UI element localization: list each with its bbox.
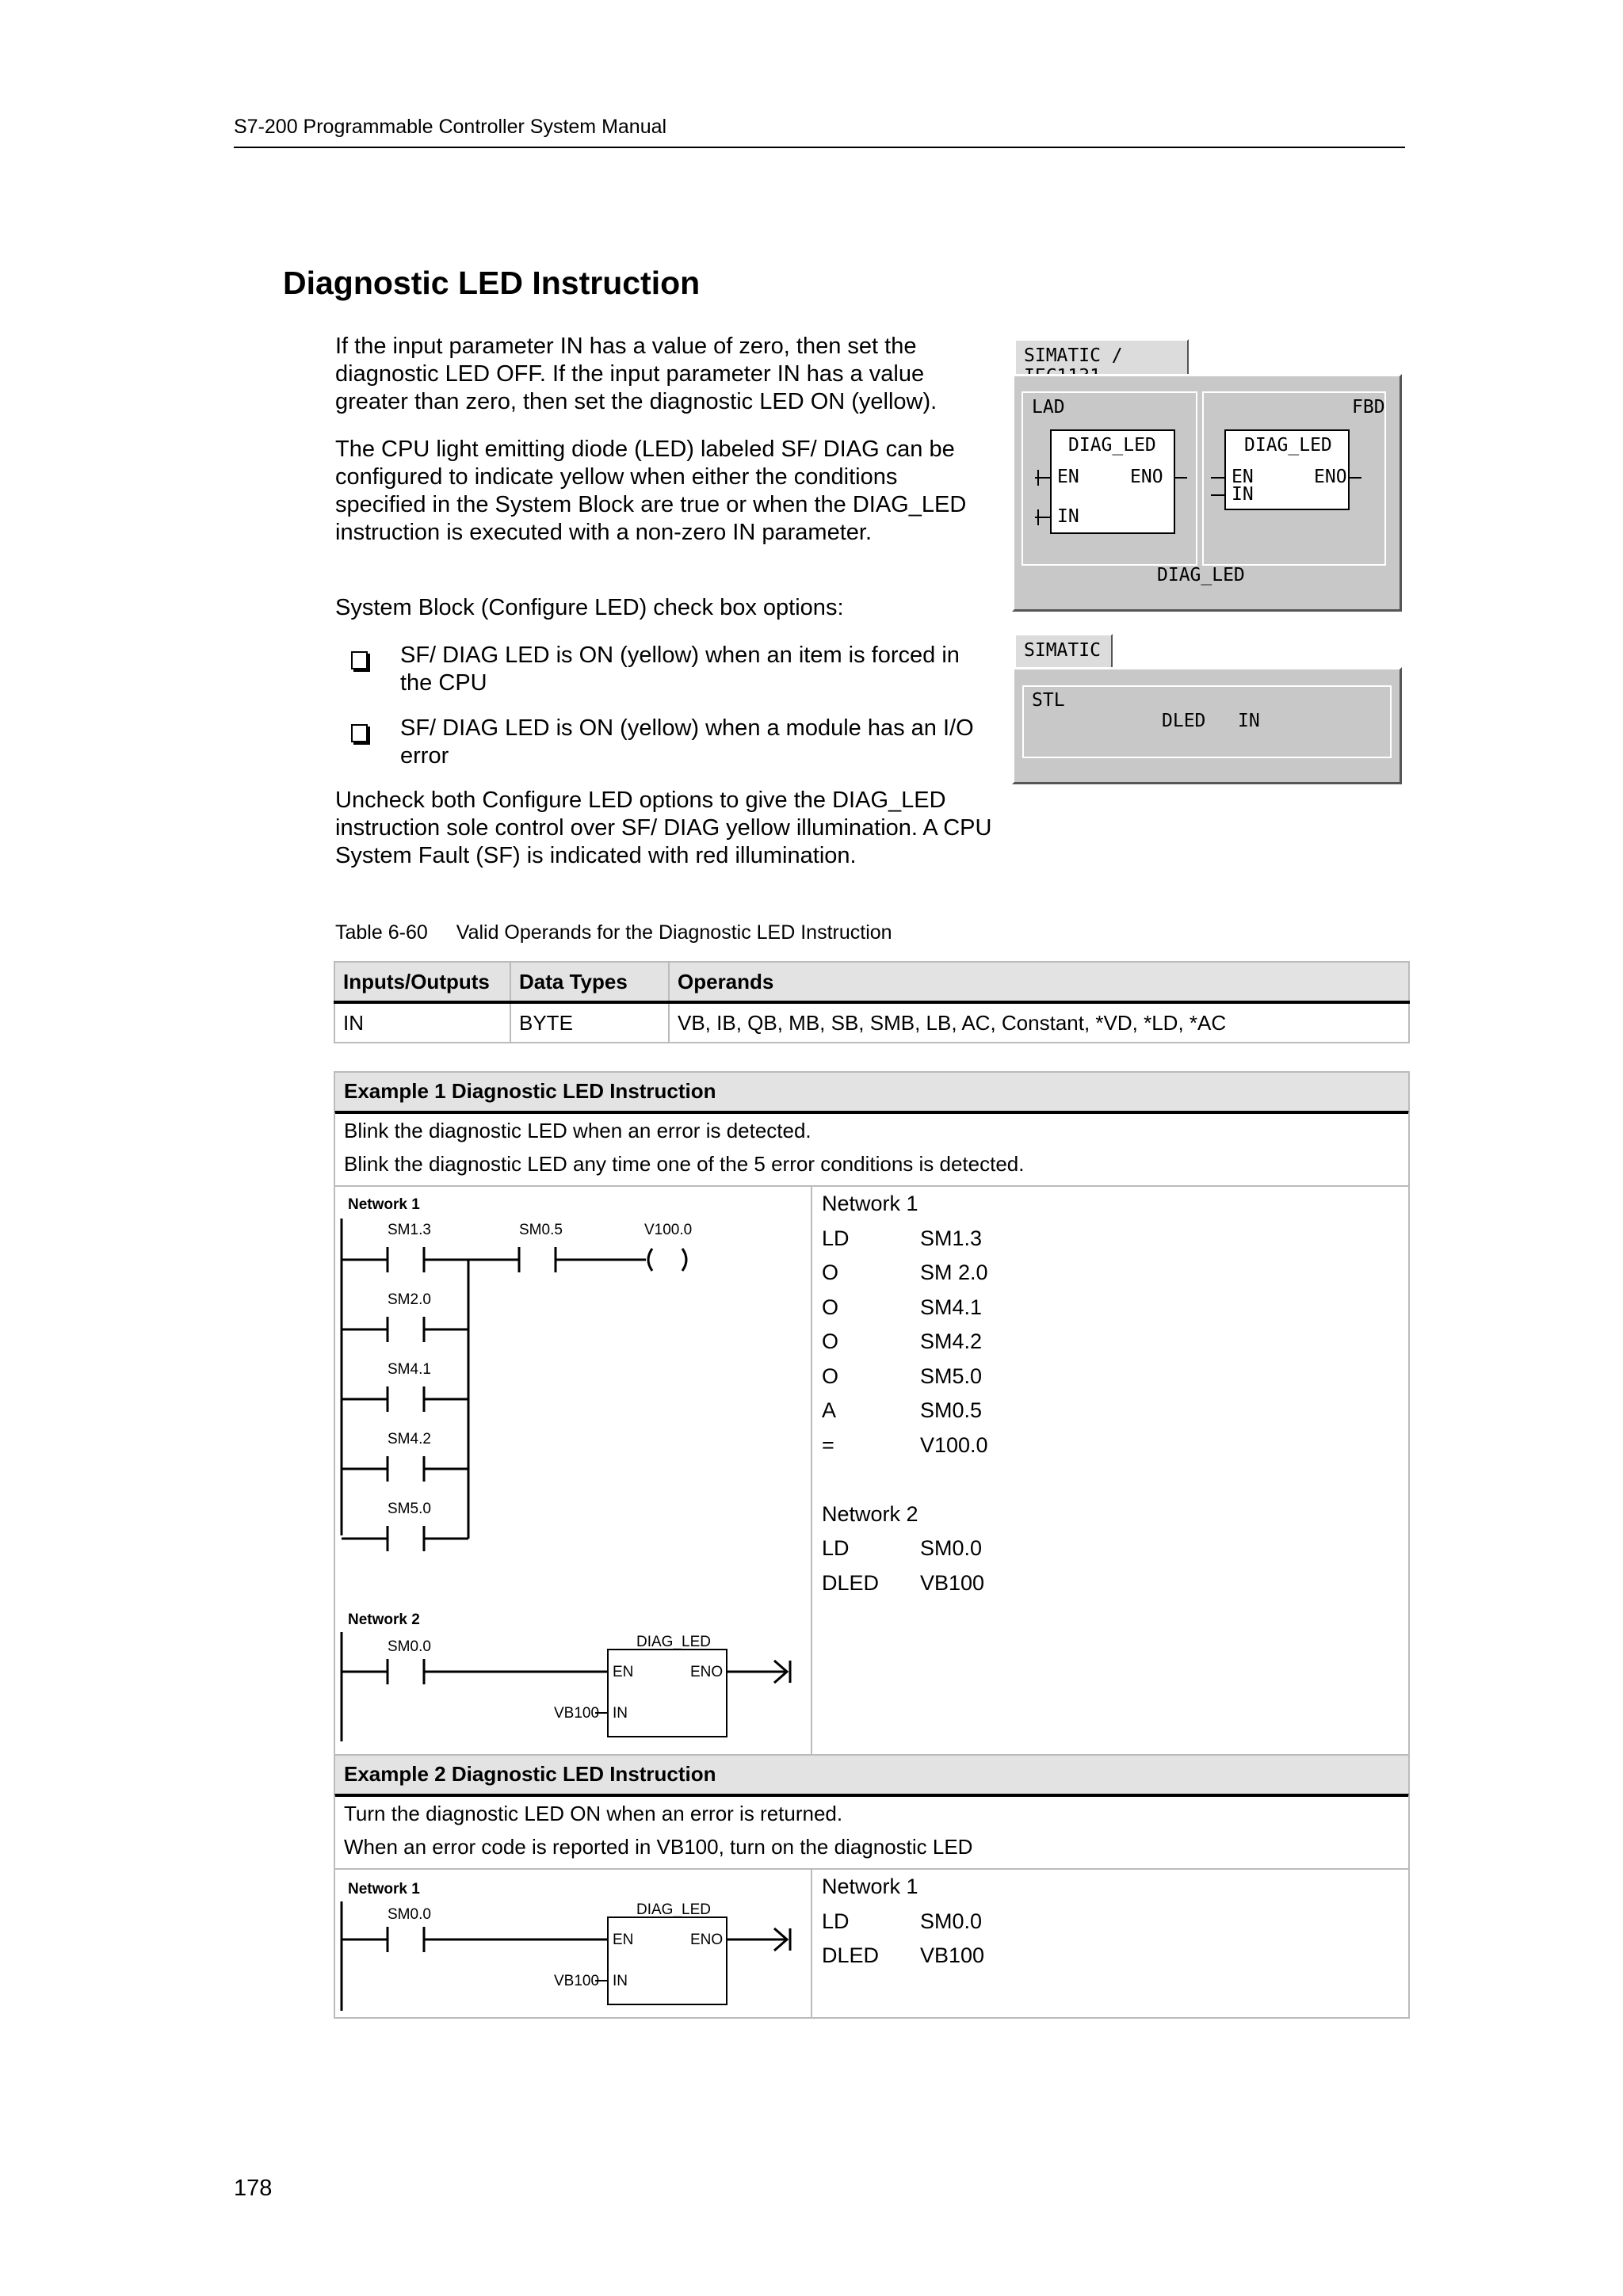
bullet-item bbox=[335, 642, 985, 699]
fbd-box-title: DIAG_LED bbox=[1244, 435, 1332, 456]
stl-instruction: DLED bbox=[1162, 711, 1206, 731]
stl-network-label: Network 1 bbox=[822, 1192, 918, 1215]
stl-op: A bbox=[822, 1398, 837, 1422]
fbd-in: IN bbox=[1232, 484, 1254, 505]
stl-op: DLED bbox=[822, 1570, 880, 1595]
table-header-row bbox=[334, 962, 1409, 1002]
stl-line bbox=[822, 1291, 1392, 1325]
box-eno: ENO bbox=[690, 1932, 724, 1948]
caption-text: Valid Operands for the Diagnostic LED Instruction bbox=[456, 921, 892, 944]
coil-label: V100.0 bbox=[644, 1222, 693, 1238]
example1-title: Example 1 Diagnostic LED Instruction bbox=[334, 1071, 1410, 1114]
table-caption bbox=[335, 921, 892, 944]
stl-operand: SM4.2 bbox=[920, 1329, 983, 1353]
contact-label: SM2.0 bbox=[388, 1291, 431, 1308]
stl-op: = bbox=[822, 1432, 834, 1457]
stl-operand: VB100 bbox=[920, 1570, 985, 1595]
example1-desc-line: Blink the diagnostic LED when an error is detected. bbox=[344, 1119, 812, 1142]
stl-operand: SM4.1 bbox=[920, 1295, 983, 1319]
contact-label: SM0.0 bbox=[388, 1906, 431, 1923]
box-title: DIAG_LED bbox=[636, 1901, 711, 1918]
ladder-network1-label: Network 1 bbox=[348, 1881, 420, 1897]
contact-label: SM4.2 bbox=[388, 1431, 431, 1447]
example2-ladder bbox=[335, 1870, 809, 2017]
stl-op: O bbox=[822, 1363, 839, 1388]
intro-paragraph: If the input parameter IN has a value of zero, then set the diagnostic LED OFF. If the input parameter IN has a value greater than zero, then set the diagnostic LED ON (yellow). bbox=[335, 334, 938, 414]
box-title: DIAG_LED bbox=[636, 1634, 711, 1650]
running-header: S7-200 Programmable Controller System Manual bbox=[234, 116, 667, 138]
stl-operand: SM0.5 bbox=[920, 1398, 983, 1422]
column-header: Operands bbox=[669, 962, 1409, 1002]
lad-en: EN bbox=[1057, 467, 1079, 487]
stl-line bbox=[822, 1428, 1392, 1463]
lad-in: IN bbox=[1057, 506, 1079, 527]
stl-op: LD bbox=[822, 1226, 850, 1250]
example1-desc-line: Blink the diagnostic LED any time one of the 5 error conditions is detected. bbox=[344, 1152, 1025, 1176]
contact-label: SM0.5 bbox=[519, 1222, 563, 1238]
column-header: Inputs/Outputs bbox=[334, 962, 510, 1002]
stl-operand: SM0.0 bbox=[920, 1909, 983, 1933]
header-rule bbox=[234, 147, 1405, 148]
box-en: EN bbox=[613, 1664, 634, 1680]
example1-description bbox=[334, 1112, 1410, 1187]
in-operand: VB100 bbox=[554, 1973, 600, 1989]
checkbox-bullet-icon bbox=[351, 651, 368, 669]
stl-op: O bbox=[822, 1329, 839, 1353]
options-paragraph: System Block (Configure LED) check box options: bbox=[335, 595, 844, 620]
lad-label: LAD bbox=[1032, 397, 1065, 418]
box-eno: ENO bbox=[690, 1664, 724, 1680]
page-number: 178 bbox=[234, 2176, 273, 2201]
table-cell: BYTE bbox=[510, 1002, 669, 1043]
stl-op: DLED bbox=[822, 1943, 880, 1967]
bullet-text: SF/ DIAG LED is ON (yellow) when a module has an I/O error bbox=[400, 715, 974, 769]
table-cell: IN bbox=[334, 1002, 510, 1043]
in-operand: VB100 bbox=[554, 1705, 600, 1722]
stl-label: STL bbox=[1032, 690, 1065, 711]
contact-label: SM5.0 bbox=[388, 1501, 431, 1517]
panel-footer-label: DIAG_LED bbox=[1157, 565, 1245, 585]
caption-number: Table 6-60 bbox=[335, 921, 428, 944]
checkbox-bullet-icon bbox=[351, 724, 368, 742]
box-in: IN bbox=[613, 1973, 628, 1989]
contact-label: SM0.0 bbox=[388, 1638, 431, 1655]
stl-operand: SM 2.0 bbox=[920, 1261, 988, 1284]
led-paragraph: The CPU light emitting diode (LED) labeled SF/ DIAG can be configured to indicate yellow when either the conditions specified in the System Block are true or when the DIAG_LED instruction is executed with a non-zero IN parameter. bbox=[335, 437, 967, 545]
stl-line bbox=[822, 1222, 1392, 1257]
example2-stl bbox=[822, 1870, 1392, 1974]
tab-label: SIMATIC / bbox=[1024, 345, 1123, 366]
example2-description bbox=[334, 1795, 1410, 1870]
example2-desc-line: Turn the diagnostic LED ON when an error is returned. bbox=[344, 1802, 843, 1825]
box-in: IN bbox=[613, 1705, 628, 1722]
stl-frame bbox=[1022, 685, 1392, 758]
stl-network-label: Network 2 bbox=[822, 1501, 918, 1526]
stl-line bbox=[822, 1325, 1392, 1360]
example2-desc-line: When an error code is reported in VB100, turn on the diagnostic LED bbox=[344, 1835, 973, 1859]
bullet-item bbox=[335, 715, 985, 772]
box-en: EN bbox=[613, 1932, 634, 1948]
lad-fbd-panel bbox=[1012, 374, 1402, 612]
column-header: Data Types bbox=[510, 962, 669, 1002]
bullet-text: SF/ DIAG LED is ON (yellow) when an item is forced in the CPU bbox=[400, 643, 960, 696]
stl-operand: V100.0 bbox=[920, 1432, 988, 1457]
stl-network-label: Network 1 bbox=[822, 1875, 918, 1898]
stl-line bbox=[822, 1939, 1392, 1974]
operands-table bbox=[334, 961, 1410, 1043]
table-cell: VB, IB, QB, MB, SB, SMB, LB, AC, Constant, *VD, *LD, *AC bbox=[669, 1002, 1409, 1043]
stl-op: LD bbox=[822, 1536, 850, 1560]
stl-line bbox=[822, 1566, 1392, 1601]
stl-operand: VB100 bbox=[920, 1943, 985, 1967]
ladder-network2-label: Network 2 bbox=[348, 1611, 420, 1628]
stl-panel bbox=[1012, 667, 1402, 784]
stl-line bbox=[822, 1531, 1392, 1566]
fbd-eno: ENO bbox=[1314, 467, 1347, 487]
lad-eno: ENO bbox=[1130, 467, 1163, 487]
fbd-label: FBD bbox=[1352, 397, 1385, 418]
column-divider bbox=[811, 1870, 812, 2017]
stl-line bbox=[822, 1360, 1392, 1394]
example1-stl bbox=[822, 1187, 1392, 1600]
stl-operand: SM1.3 bbox=[920, 1226, 983, 1250]
column-divider bbox=[811, 1187, 812, 1754]
lad-box-title: DIAG_LED bbox=[1068, 435, 1156, 456]
stl-op: LD bbox=[822, 1909, 850, 1933]
stl-op: O bbox=[822, 1295, 839, 1319]
example1-grid bbox=[334, 1185, 1410, 1756]
section-title: Diagnostic LED Instruction bbox=[283, 265, 701, 301]
stl-operand: SM5.0 bbox=[920, 1363, 983, 1388]
example2-title: Example 2 Diagnostic LED Instruction bbox=[334, 1754, 1410, 1797]
table-row bbox=[334, 1002, 1409, 1043]
example2-grid bbox=[334, 1868, 1410, 2019]
stl-operand: IN bbox=[1238, 711, 1260, 731]
contact-label: SM4.1 bbox=[388, 1361, 431, 1378]
stl-line bbox=[822, 1905, 1392, 1939]
tab-label: SIMATIC bbox=[1024, 640, 1101, 661]
contact-label: SM1.3 bbox=[388, 1222, 431, 1238]
example1-ladder bbox=[335, 1187, 809, 1754]
ladder-network1-label: Network 1 bbox=[348, 1196, 420, 1213]
stl-line bbox=[822, 1394, 1392, 1428]
stl-line bbox=[822, 1256, 1392, 1291]
stl-operand: SM0.0 bbox=[920, 1536, 983, 1560]
uncheck-paragraph: Uncheck both Configure LED options to give the DIAG_LED instruction sole control over SF/ DIAG yellow illumination. A CPU System Fault (SF) is indicated with red illumination. bbox=[335, 788, 992, 868]
fbd-en: EN bbox=[1232, 467, 1254, 487]
stl-op: O bbox=[822, 1261, 839, 1284]
